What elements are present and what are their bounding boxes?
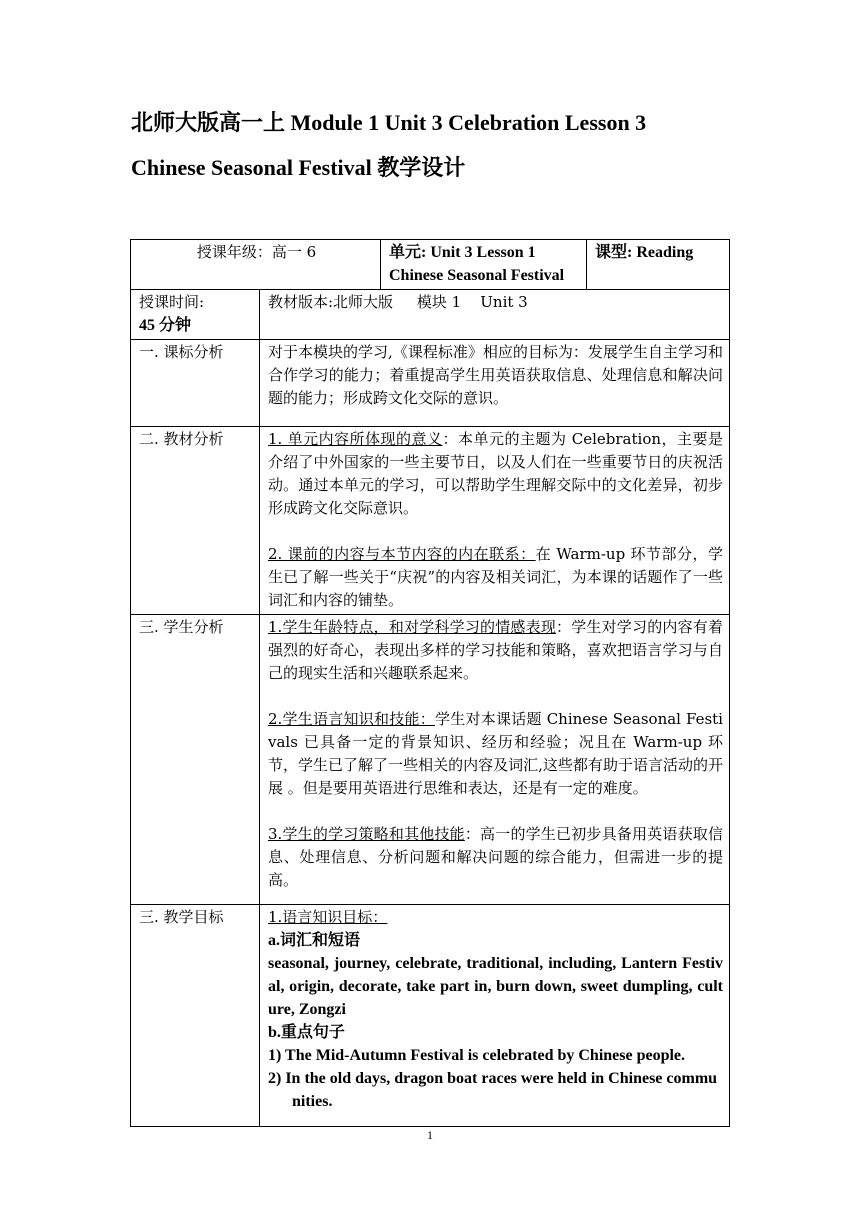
textbook-p1-head: 1. 单元内容所体现的意义 [268, 430, 443, 448]
title-line-2: Chinese Seasonal Festival 教学设计 [131, 155, 466, 180]
unit-cell [381, 240, 587, 290]
section-label: 三. 教学目标 [131, 905, 260, 1127]
student-analysis [260, 615, 730, 905]
edition-text: 教材版本:北师大版 模块 1 Unit 3 [268, 293, 528, 311]
sentence-1: 1) The Mid-Autumn Festival is celebrated by Chinese people. [268, 1047, 686, 1064]
header-row [131, 240, 730, 290]
section-label: 三. 学生分析 [131, 615, 260, 905]
vocab-list: seasonal, journey, celebrate, traditional, including, Lantern Festival, origin, decorate, take part in, burn down, sweet dumpling, culture, Zongzi [268, 955, 723, 1018]
textbook-p2-text: 在 Warm-up 环节部分，学生已了解一些关于“庆祝”的内容及相关词汇，为本课的话题作了一些词汇和内容的铺垫。 [268, 545, 723, 609]
time-label: 授课时间: [139, 293, 205, 311]
student-p1-text: ：学生对学习的内容有着强烈的好奇心，表现出多样的学习技能和策略，喜欢把语言学习与自己的现实生活和兴趣联系起来。 [268, 618, 723, 682]
textbook-analysis [260, 427, 730, 615]
textbook-p2-head: 2. 课前的内容与本节内容的内在联系： [268, 545, 536, 563]
page-number: 1 [427, 1128, 433, 1142]
document-title [131, 100, 771, 190]
lesson-plan-table [130, 239, 730, 1127]
unit-line-2: Chinese Seasonal Festival [389, 267, 565, 284]
student-p2-head: 2.学生语言知识和技能： [268, 710, 435, 728]
student-p3-text: ：高一的学生已初步具备用英语获取信息、处理信息、分析问题和解决问题的综合能力，但需进一步的提高。 [268, 825, 723, 889]
title-line-1: 北师大版高一上 Module 1 Unit 3 Celebration Lesson 3 [131, 110, 647, 135]
student-p2-text: 学生对本课话题 Chinese Seasonal Festivals 已具备一定的背景知识、经历和经验；况且在 Warm-up 环节，学生已了解了一些相关的内容及词汇,这些都有助于语言活动的开展 。但是要用英语进行思维和表达，还是有一定的难度。 [268, 710, 723, 797]
student-p3-head: 3.学生的学习策略和其他技能 [268, 825, 465, 843]
section-label: 二. 教材分析 [131, 427, 260, 615]
vocab-title: a.词汇和短语 [268, 932, 361, 949]
time-value: 45 分钟 [139, 317, 192, 334]
grade-cell [131, 240, 381, 290]
edition-cell [260, 290, 730, 340]
lesson-type-cell [587, 240, 730, 290]
grade-text: 授课年级：高一 6 [196, 243, 317, 261]
textbook-p1-text: ：本单元的主题为 Celebration，主要是介绍了中外国家的一些主要节日，以及人们在一些重要节日的庆祝活动。通过本单元的学习，可以帮助学生理解交际中的文化差异，初步形成跨文化交际意识。 [268, 430, 723, 517]
student-p1-head: 1.学生年龄特点，和对学科学习的情感表现 [268, 618, 557, 636]
sentences-title: b.重点句子 [268, 1024, 345, 1041]
time-row [131, 290, 730, 340]
lesson-type-text: 课型: Reading [595, 244, 694, 261]
student-row [131, 615, 730, 905]
section-label: 一. 课标分析 [131, 340, 260, 427]
objectives [260, 905, 730, 1127]
time-cell [131, 290, 260, 340]
unit-line-1: 单元: Unit 3 Lesson 1 [389, 244, 536, 261]
curriculum-text: 对于本模块的学习,《课程标准》相应的目标为：发展学生自主学习和合作学习的能力；着重提高学生用英语获取信息、处理信息和解决问题的能力；形成跨文化交际的意识。 [260, 340, 730, 427]
objectives-row [131, 905, 730, 1127]
sentence-2: 2) In the old days, dragon boat races were held in Chinese communities. [268, 1070, 718, 1110]
curriculum-row [131, 340, 730, 427]
textbook-row [131, 427, 730, 615]
objectives-head: 1.语言知识目标： [268, 908, 388, 926]
